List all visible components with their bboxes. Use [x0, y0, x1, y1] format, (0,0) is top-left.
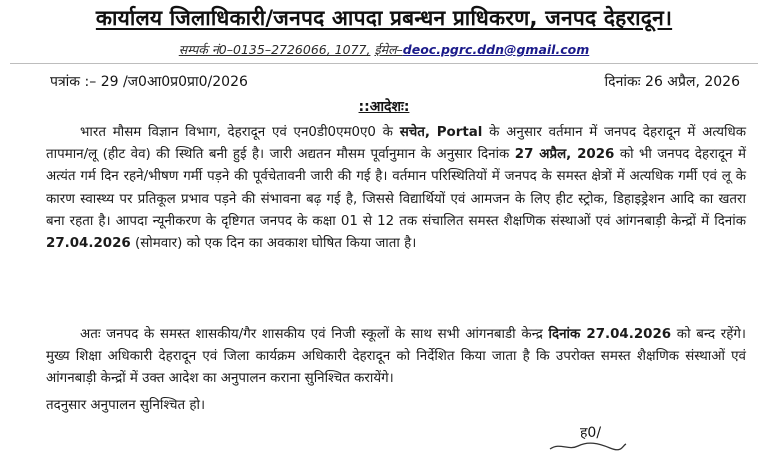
date-label: दिनांकः	[604, 74, 641, 90]
sachet-label: सचेत,	[399, 125, 430, 140]
reference-number	[50, 72, 248, 91]
para1-text-b: के अनुसार वर्तमान में जनपद देहरादून में अत्यधिक तापमान/लू (हीट वेव) की स्थिति बनी हुई है। जारी अद्यतन मौसम पूर्वानुमान के अनुसार दिनांक	[46, 125, 746, 163]
para2-text-a: अतः जनपद के समस्त शासकीय/गैर शासकीय एवं निजी स्कूलों के साथ सभी आंगनबाडी केन्द्र	[80, 327, 543, 342]
contact-numbers: सम्पर्क नं0–0135–2726066, 1077,	[178, 42, 371, 57]
date-value: 26 अप्रैल, 2026	[645, 74, 740, 90]
para1-date-2: 27.04.2026	[46, 236, 131, 252]
order-paragraph-1	[46, 122, 746, 255]
order-paragraph-3: तदनुसार अनुपालन सुनिश्चित हो।	[46, 398, 206, 413]
para2-date: दिनांक 27.04.2026	[548, 327, 672, 342]
para1-text-a: भारत मौसम विज्ञान विभाग, देहरादून एवं एन0डी0एम0ए0 के	[80, 125, 393, 140]
contact-line	[0, 41, 768, 58]
para2-text-b: को बन्द रहेंगे। मुख्य शिक्षा अधिकारी देहरादून एवं जिला कार्यक्रम अधिकारी देहरादून को निर्देशित किया जाता है कि उपरोक्त समस्त शैक्षणिक संस्थाओं एवं आंगनबाड़ी केन्द्रों में उक्त आदेश का अनुपालन कराना सुनिश्चित करायेंगे।	[46, 327, 746, 387]
header-divider	[10, 63, 758, 64]
reference-label: पत्रांक :–	[50, 74, 97, 90]
order-heading: ::आदेशः:	[358, 99, 410, 115]
para1-text-d: (सोमवार) को एक दिन का अवकाश घोषित किया जाता है।	[134, 236, 417, 252]
email-address: deoc.pgrc.ddn@gmail.com	[402, 42, 590, 57]
order-paragraph-2	[46, 324, 746, 391]
signature-scribble	[548, 440, 628, 452]
para1-text-c: को भी जनपद देहरादून में अत्यंत गर्म दिन रहने/भीषण गर्मी पड़ने की पूर्वचेतावनी जारी की गई है। वर्तमान परिस्थितियों में जनपद के समस्त क्षेत्रों में अत्यधिक गर्मी एवं लू के कारण स्वास्थ्य पर प्रतिकूल प्रभाव पड़ने की संभावना बढ़ गई है, जिससे विद्यार्थियों एवं आमजन के लिए हीट स्ट्रोक, डिहाइड्रेशन आदि का खतरा बना रहता है। आपदा न्यूनीकरण के दृष्टिगत जनपद के कक्षा 01 से 12 तक संचालित समस्त शैक्षणिक संस्थाओं एवं आंगनबाड़ी केन्द्रों में दिनांक	[46, 147, 746, 229]
email-label: ईमेल–	[374, 42, 403, 57]
portal-label: Portal	[436, 125, 483, 140]
para1-date-1: 27 अप्रैल, 2026	[514, 147, 615, 163]
office-title: कार्यालय जिलाधिकारी/जनपद आपदा प्रबन्धन प्राधिकरण, जनपद देहरादून।	[95, 6, 673, 30]
document-date	[605, 72, 740, 91]
signature-line: ह0/	[580, 425, 602, 441]
reference-value: 29 /ज0आ0प्र0प्रा0/2026	[100, 74, 248, 90]
